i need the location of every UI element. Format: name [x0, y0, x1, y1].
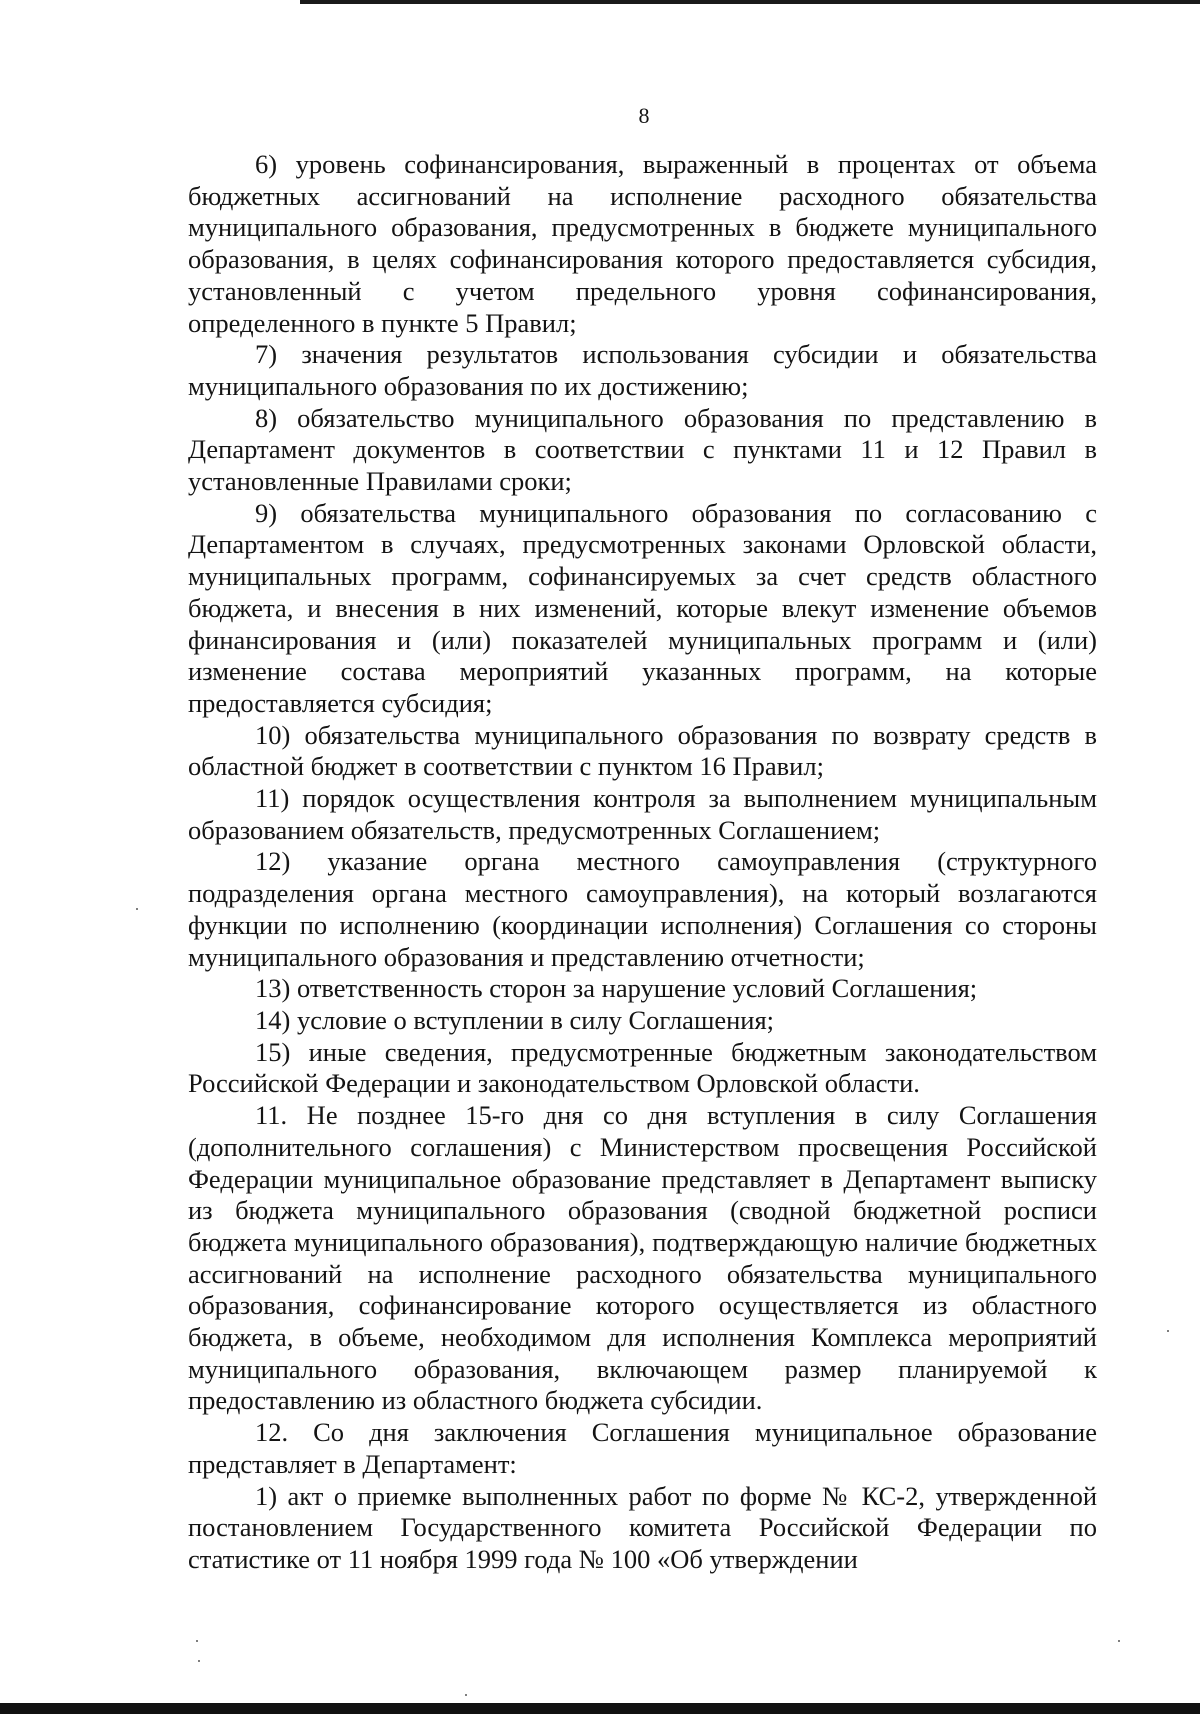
scan-speck — [1118, 1640, 1120, 1642]
section-11-paragraph: 11. Не позднее 15-го дня со дня вступления в силу Соглашения (дополнительного соглашения) с Министерством просвещения Российской Федерации муниципальное образование представляет в Департамент выписку из бюджета муниципального образования (сводной бюджетной росписи бюджета муниципального образования), подтверждающую наличие бюджетных ассигнований на исполнение расходного обязательства муниципального образования, софинансирование которого осуществляется из областного бюджета, в объеме, необходимом для исполнения Комплекса мероприятий муниципального образования, включающем размер планируемой к предоставлению из областного бюджета субсидии. — [188, 1100, 1097, 1416]
page-number: 8 — [638, 103, 650, 128]
scan-speck — [198, 1660, 200, 1662]
top-scan-border — [300, 0, 1200, 4]
section-12-paragraph: 12. Со дня заключения Соглашения муниципальное образование представляет в Департамент: — [188, 1417, 1097, 1479]
paragraph-item-15: 15) иные сведения, предусмотренные бюджетным законодательством Российской Федерации и законодательством Орловской области. — [188, 1036, 1097, 1099]
scan-speck — [465, 1694, 467, 1696]
paragraph-item-7: 7) значения результатов использования субсидии и обязательства муниципального образования по их достижению; — [188, 339, 1097, 401]
bottom-scan-border — [0, 1703, 1200, 1714]
paragraph-item-10: 10) обязательства муниципального образования по возврату средств в областной бюджет в соответствии с пунктом 16 Правил; — [188, 719, 1097, 782]
paragraph-item-13: 13) ответственность сторон за нарушение условий Соглашения; — [255, 973, 978, 1004]
scan-speck — [136, 908, 138, 910]
paragraph-item-6: 6) уровень софинансирования, выраженный в процентах от объема бюджетных ассигнований на исполнение расходного обязательства муниципального образования, предусмотренных в бюджете муниципального образования, в целях софинансирования которого предоставляется субсидия, установленный с учетом предельного уровня софинансирования, определенного в пункте 5 Правил; — [188, 149, 1097, 338]
paragraph-item-12: 12) указание органа местного самоуправления (структурного подразделения органа местного самоуправления), на который возлагаются функции по исполнению (координации исполнения) Соглашения со стороны муниципального образования и представлению отчетности; — [188, 846, 1097, 972]
paragraph-item-9: 9) обязательства муниципального образования по согласованию с Департаментом в случаях, предусмотренных законами Орловской области, муниципальных программ, софинансируемых за счет средств областного бюджета, и внесения в них изменений, которые влекут изменение объемов финансирования и (или) показателей муниципальных программ и (или) изменение состава мероприятий указанных программ, на которые предоставляется субсидия; — [188, 497, 1097, 718]
document-body — [188, 149, 1097, 1576]
paragraph-item-14: 14) условие о вступлении в силу Соглашения; — [255, 1004, 775, 1035]
paragraph-item-11: 11) порядок осуществления контроля за выполнением муниципальным образованием обязательств, предусмотренных Соглашением; — [188, 783, 1097, 845]
section-12-item-1: 1) акт о приемке выполненных работ по форме № КС-2, утвержденной постановлением Государственного комитета Российской Федерации по статистике от 11 ноября 1999 года № 100 «Об утверждении — [188, 1480, 1097, 1574]
scan-speck — [196, 1640, 198, 1642]
paragraph-item-8: 8) обязательство муниципального образования по представлению в Департамент документов в соответствии с пунктами 11 и 12 Правил в установленные Правилами сроки; — [188, 402, 1097, 497]
scan-speck — [1167, 1330, 1169, 1332]
